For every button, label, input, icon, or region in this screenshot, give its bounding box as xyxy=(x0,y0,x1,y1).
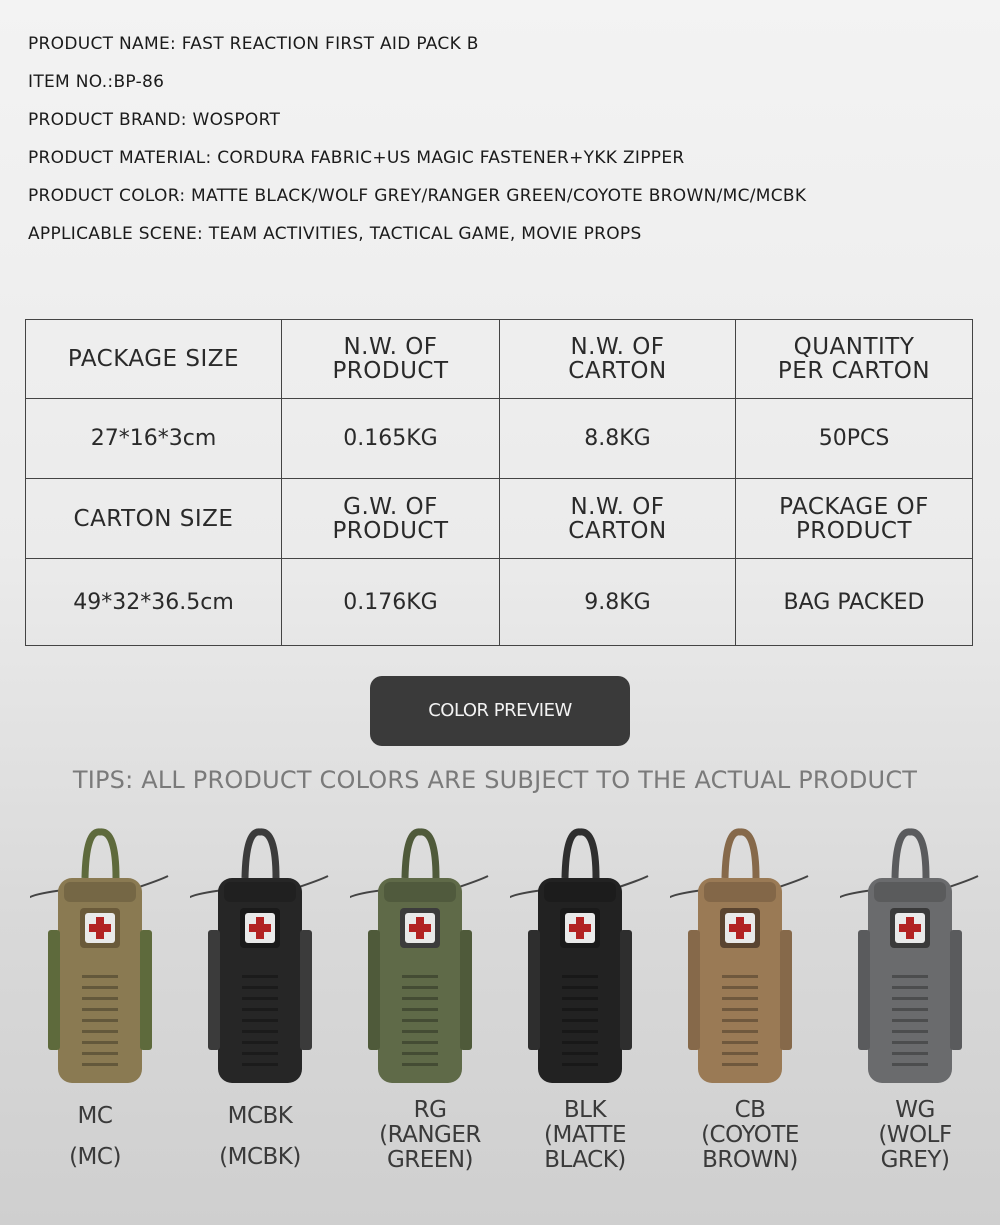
value-quantity-per-carton: 50PCS xyxy=(736,399,973,479)
pouch-image-rg xyxy=(350,820,490,1090)
spec-product-name: PRODUCT NAME: FAST REACTION FIRST AID PACK B xyxy=(28,34,479,54)
header-quantity-per-carton: QUANTITY PER CARTON xyxy=(736,320,973,399)
color-label-cb xyxy=(665,1098,835,1173)
color-name: (MATTE xyxy=(544,1122,626,1148)
value-package-of-product: BAG PACKED xyxy=(736,559,973,646)
color-name-2: GREEN) xyxy=(386,1147,474,1173)
color-label-rg xyxy=(345,1098,515,1173)
header-carton-size: CARTON SIZE xyxy=(26,479,282,559)
header-gw-product: G.W. OF PRODUCT xyxy=(282,479,500,559)
color-code: RG xyxy=(413,1097,447,1123)
color-name-2: BROWN) xyxy=(702,1147,798,1173)
table-row xyxy=(26,399,973,479)
color-label-mcbk xyxy=(175,1104,345,1170)
color-name-2: BLACK) xyxy=(544,1147,626,1173)
color-code: BLK xyxy=(563,1097,607,1123)
color-label-mc xyxy=(10,1104,180,1170)
color-code: WG xyxy=(895,1097,935,1123)
color-name: (RANGER xyxy=(379,1122,481,1148)
value-nw-carton-2: 9.8KG xyxy=(500,559,736,646)
color-code: MC xyxy=(77,1103,113,1129)
pouch-image-cb xyxy=(670,820,810,1090)
product-specs xyxy=(28,30,806,258)
color-label-blk xyxy=(500,1098,670,1173)
value-gw-product: 0.176KG xyxy=(282,559,500,646)
color-name: (MC) xyxy=(69,1144,121,1170)
value-package-size: 27*16*3cm xyxy=(26,399,282,479)
package-info-table xyxy=(25,319,973,646)
color-label-wg xyxy=(830,1098,1000,1173)
header-package-size: PACKAGE SIZE xyxy=(26,320,282,399)
table-row xyxy=(26,479,973,559)
spec-color: PRODUCT COLOR: MATTE BLACK/WOLF GREY/RANGER GREEN/COYOTE BROWN/MC/MCBK xyxy=(28,186,807,206)
header-package-of-product: PACKAGE OF PRODUCT xyxy=(736,479,973,559)
spec-brand: PRODUCT BRAND: WOSPORT xyxy=(28,110,281,130)
pouch-image-mcbk xyxy=(190,820,330,1090)
table-row xyxy=(26,320,973,399)
header-nw-product: N.W. OF PRODUCT xyxy=(282,320,500,399)
value-carton-size: 49*32*36.5cm xyxy=(26,559,282,646)
header-nw-carton-2: N.W. OF CARTON xyxy=(500,479,736,559)
tips-text: TIPS: ALL PRODUCT COLORS ARE SUBJECT TO THE ACTUAL PRODUCT xyxy=(72,766,918,794)
header-nw-carton: N.W. OF CARTON xyxy=(500,320,736,399)
pouch-image-mc xyxy=(30,820,170,1090)
color-preview-button[interactable]: COLOR PREVIEW xyxy=(370,676,630,746)
color-code: CB xyxy=(734,1097,766,1123)
color-name: (WOLF xyxy=(878,1122,952,1148)
value-nw-carton: 8.8KG xyxy=(500,399,736,479)
color-name: (MCBK) xyxy=(219,1144,301,1170)
table-row xyxy=(26,559,973,646)
color-name: (COYOTE xyxy=(701,1122,799,1148)
spec-scene: APPLICABLE SCENE: TEAM ACTIVITIES, TACTICAL GAME, MOVIE PROPS xyxy=(28,224,642,244)
spec-item-no: ITEM NO.:BP-86 xyxy=(28,72,165,92)
value-nw-product: 0.165KG xyxy=(282,399,500,479)
color-code: MCBK xyxy=(227,1103,293,1129)
pouch-image-wg xyxy=(840,820,980,1090)
color-name-2: GREY) xyxy=(880,1147,950,1173)
spec-material: PRODUCT MATERIAL: CORDURA FABRIC+US MAGIC FASTENER+YKK ZIPPER xyxy=(28,148,685,168)
pouch-image-blk xyxy=(510,820,650,1090)
